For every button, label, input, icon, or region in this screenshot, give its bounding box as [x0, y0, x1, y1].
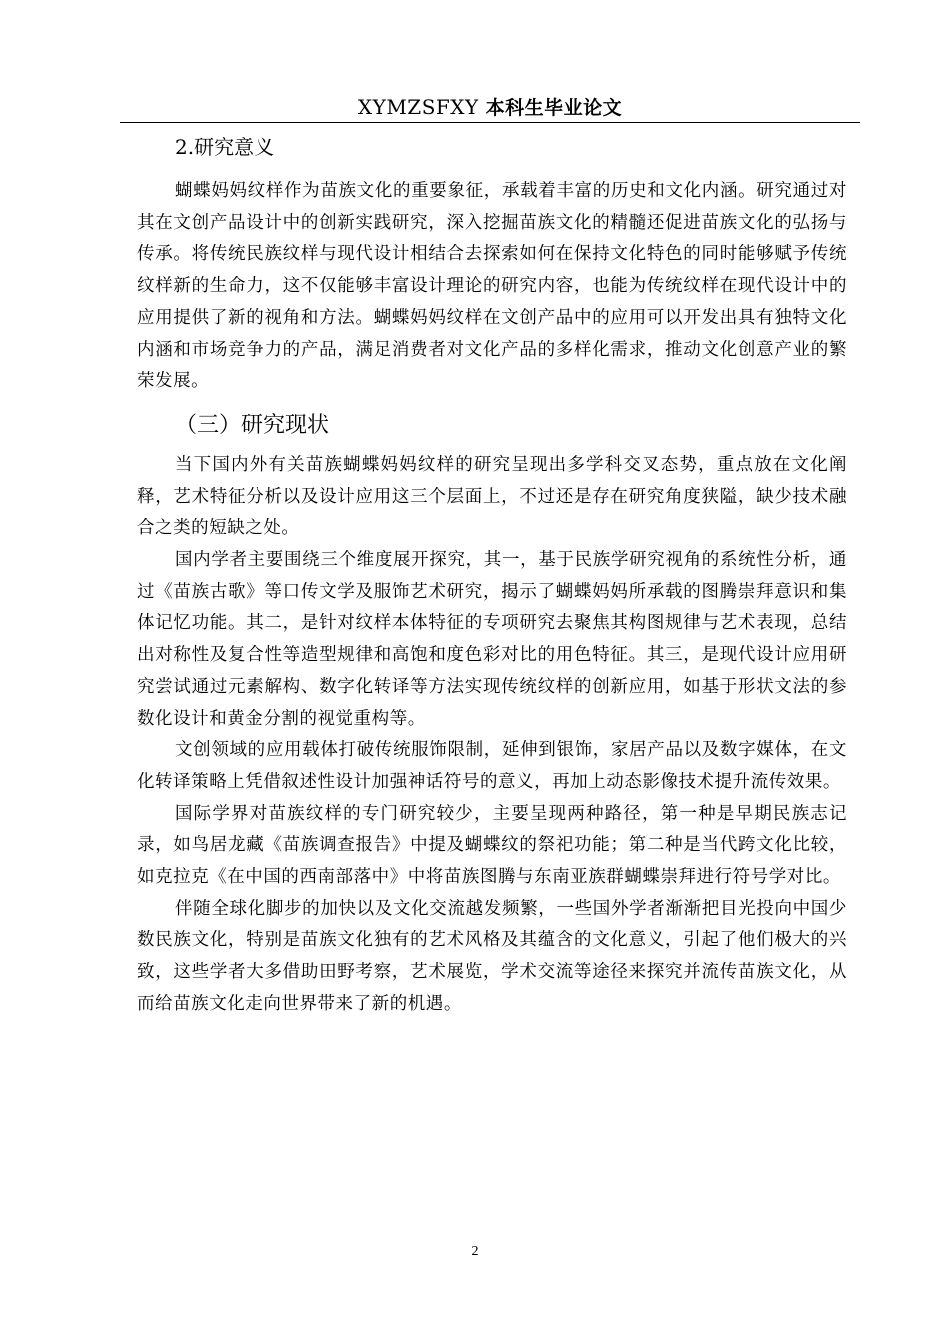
page-body [137, 122, 847, 1021]
page-header [120, 92, 860, 123]
paragraph: 国内学者主要围绕三个维度展开探究，其一，基于民族学研究视角的系统性分析，通过《苗族古歌》等口传文学及服饰艺术研究，揭示了蝴蝶妈妈所承载的图腾崇拜意识和集体记忆功能。其二，是针对纹样本体特征的专项研究去聚焦其构图规律与艺术表现，总结出对称性及复合性等造型规律和高饱和度色彩对比的用色特征。其三，是现代设计应用研究尝试通过元素解构、数字化转译等方法实现传统纹样的创新应用，如基于形状文法的参数化设计和黄金分割的视觉重构等。 [137, 550, 847, 729]
page-number: 2 [471, 1244, 479, 1259]
paragraph: 蝴蝶妈妈纹样作为苗族文化的重要象征，承载着丰富的历史和文化内涵。研究通过对其在文创产品设计中的创新实践研究，深入挖掘苗族文化的精髓还促进苗族文化的弘扬与传承。将传统民族纹样与现代设计相结合去探索如何在保持文化特色的同时能够赋予传统纹样新的生命力，这不仅能够丰富设计理论的研究内容，也能为传统纹样在现代设计中的应用提供了新的视角和方法。蝴蝶妈妈纹样在文创产品中的应用可以开发出具有独特文化内涵和市场竞争力的产品，满足消费者对文化产品的多样化需求，推动文化创意产业的繁荣发展。 [137, 181, 847, 392]
paragraph: 当下国内外有关苗族蝴蝶妈妈纹样的研究呈现出多学科交叉态势，重点放在文化阐释，艺术特征分析以及设计应用这三个层面上，不过还是存在研究角度狭隘，缺少技术融合之类的短缺之处。 [137, 454, 847, 539]
header-title [358, 92, 622, 123]
paragraph: 伴随全球化脚步的加快以及文化交流越发频繁，一些国外学者渐渐把目光投向中国少数民族文化，特别是苗族文化独有的艺术风格及其蕴含的文化意义，引起了他们极大的兴致，这些学者大多借助田野考察，艺术展览，学术交流等途径来探究并流传苗族文化，从而给苗族文化走向世界带来了新的机遇。 [137, 898, 847, 1014]
header-latin: XYMZSFXY [357, 95, 479, 119]
paragraph: 国际学界对苗族纹样的专门研究较少，主要呈现两种路径，第一种是早期民族志记录，如鸟居龙藏《苗族调查报告》中提及蝴蝶纹的祭祀功能；第二种是当代跨文化比较，如克拉克《在中国的西南部落中》中将苗族图腾与东南亚族群蝴蝶崇拜进行符号学对比。 [137, 803, 847, 888]
section-heading: （三）研究现状 [175, 412, 330, 438]
subsection-heading: 2.研究意义 [175, 135, 275, 159]
paragraph: 文创领域的应用载体打破传统服饰限制，延伸到银饰，家居产品以及数字媒体，在文化转译策略上凭借叙述性设计加强神话符号的意义，再加上动态影像技术提升流传效果。 [137, 740, 847, 792]
header-thesis-label: 本科生毕业论文 [485, 97, 623, 119]
